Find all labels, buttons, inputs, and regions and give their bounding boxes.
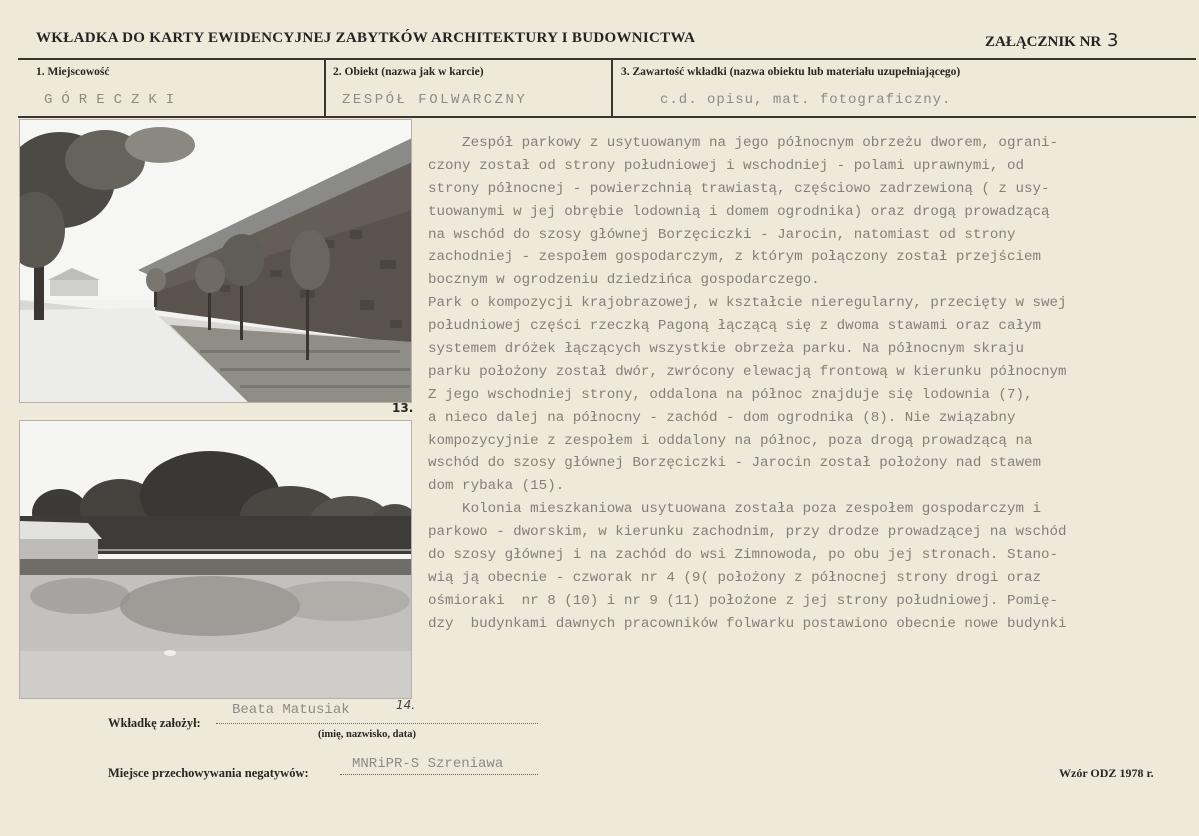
contents-label: 3. Zawartość wkładki (nazwa obiektu lub materiału uzupełniającego): [621, 66, 961, 78]
description-line: Z jego wschodniej strony, oddalona na północ znajduje się lodownia (7),: [428, 386, 1033, 403]
object-label: 2. Obiekt (nazwa jak w karcie): [333, 66, 484, 78]
description-line: systemem dróżek łączących wszystkie obrzeża parku. Na północnym skraju: [428, 341, 1024, 358]
created-by-label: Wkładkę założył:: [108, 716, 201, 730]
description-text: [428, 132, 1190, 636]
description-line: południowej części rzeczką Pagoną łączącą się z dwoma stawami oraz całym: [428, 318, 1041, 335]
description-line: parkowo - dworskim, w kierunku zachodnim, przy drodze prowadzącej na wschód: [428, 524, 1067, 541]
photo-barn: [19, 119, 412, 403]
description-line: a nieco dalej na północny - zachód - dom ogrodnika (8). Nie związabny: [428, 409, 1016, 426]
description-line: tuowanymi w jej obrębie lodownią i domem ogrodnika) oraz drogą prowadzącą: [428, 203, 1050, 220]
photo-pond: [19, 420, 412, 699]
description-line: czony został od strony południowej i wschodniej - polami uprawnymi, od: [428, 157, 1024, 174]
description-line: dom rybaka (15).: [428, 478, 565, 495]
description-line: kompozycyjnie z zespołem i oddalony na północ, poza drogą prowadzącą na: [428, 432, 1033, 449]
field-divider: [324, 60, 326, 116]
header-rule: [18, 58, 1196, 60]
description-line: dzy budynkami dawnych pracowników folwarku postawiono obecnie nowe budynki: [428, 615, 1067, 632]
contents-value: c.d. opisu, mat. fotograficzny.: [660, 92, 952, 108]
fields-rule: [18, 116, 1196, 118]
description-line: wschód do szosy głównej Borzęciczki - Jarocin został położony nad stawem: [428, 455, 1041, 472]
description-line: bocznym w ogrodzeniu dziedzińca gospodarczego.: [428, 272, 820, 289]
description-line: ośmioraki nr 8 (10) i nr 9 (11) położone z jej strony południowej. Pomię-: [428, 592, 1059, 609]
description-line: do szosy głównej i na zachód do wsi Zimnowoda, po obu jej stronach. Stano-: [428, 547, 1059, 564]
description-line: zachodniej - zespołem gospodarczym, z którym połączony został przejściem: [428, 249, 1041, 266]
description-line: Zespół parkowy z usytuowanym na jego północnym obrzeżu dworem, ograni-: [428, 135, 1059, 151]
annex-label: [985, 30, 1118, 51]
annex-number: 3: [1107, 30, 1119, 51]
photo-number: 13.: [392, 401, 414, 415]
created-by-value: Beata Matusiak: [232, 702, 350, 718]
created-by-line: [216, 723, 538, 724]
field-divider: [611, 60, 613, 116]
annex-label-text: ZAŁĄCZNIK NR: [985, 34, 1102, 50]
created-by-hint: (imię, nazwisko, data): [318, 729, 416, 740]
description-line: parku położony został dwór, zwrócony elewacją frontową w kierunku północnym: [428, 363, 1067, 380]
locality-value: GÓRECZKI: [44, 92, 184, 108]
negatives-line: [340, 774, 538, 775]
form-code: Wzór ODZ 1978 r.: [1059, 766, 1154, 780]
description-line: Kolonia mieszkaniowa usytuowana została poza zespołem gospodarczym i: [428, 501, 1041, 518]
locality-label: 1. Miejscowość: [36, 66, 110, 78]
photo-barn-image: [20, 120, 412, 403]
description-line: Park o kompozycji krajobrazowej, w kształcie nieregularny, przecięty w swej: [428, 295, 1067, 312]
negatives-label: Miejsce przechowywania negatywów:: [108, 766, 309, 780]
photo-number: 14.: [396, 698, 416, 712]
object-value: ZESPÓŁ FOLWARCZNY: [342, 92, 528, 108]
negatives-value: MNRiPR-S Szreniawa: [352, 756, 504, 772]
form-title: WKŁADKA DO KARTY EWIDENCYJNEJ ZABYTKÓW ARCHITEKTURY I BUDOWNICTWA: [36, 30, 696, 46]
description-line: strony północnej - powierzchnią trawiastą, częściowo zadrzewioną ( z usy-: [428, 180, 1050, 197]
description-line: na wschód do szosy głównej Borzęciczki - Jarocin, natomiast od strony: [428, 226, 1016, 243]
photo-pond-image: [20, 421, 412, 699]
description-line: wią ją obecnie - czworak nr 4 (9( położony z północnej strony drogi oraz: [428, 569, 1041, 586]
